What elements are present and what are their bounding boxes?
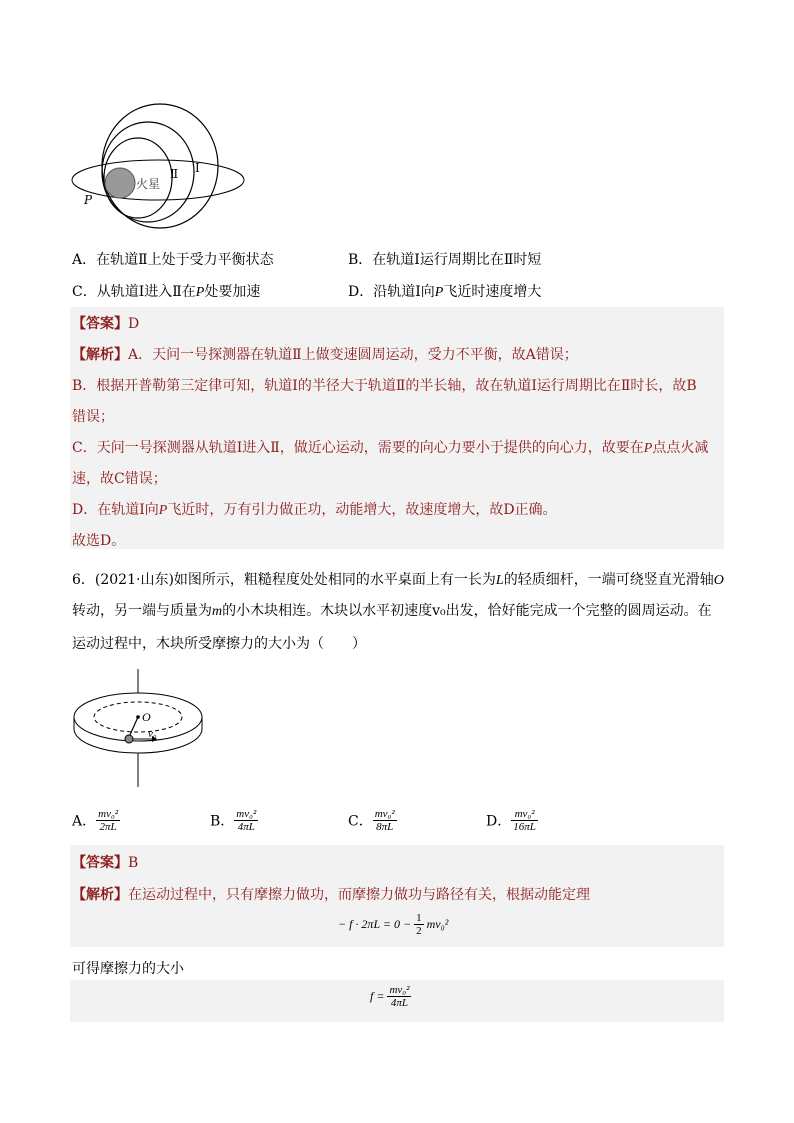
q5-answer: 【答案】D	[72, 316, 140, 332]
q5-conclusion: 故选D。	[72, 533, 126, 549]
q5-option-a: A．在轨道Ⅱ上处于受力平衡状态	[72, 252, 274, 268]
orbit-I-label: Ⅰ	[195, 161, 200, 175]
q6-stem-line2: 转动，另一端与质量为m的小木块相连。木块以水平初速度v₀出发，恰好能完成一个完整的圆周运动。在	[72, 603, 712, 619]
q6-option-c: C． $\frac{\text{mv₀²}}{8\pi L}$	[348, 808, 395, 834]
q6-equation-2: f = $\frac{\text{mv₀²}}{4\pi L}$	[370, 984, 410, 1010]
v0-label: v₀	[148, 728, 157, 740]
point-O-label: O	[142, 710, 151, 724]
q6-equation-1: − f · 2πL = 0 − $\frac{1}{2}$ mv₀²	[338, 912, 449, 938]
q5-analysis-d: D．在轨道Ⅰ向P飞近时，万有引力做正功，动能增大，故速度增大，故D正确。	[72, 502, 557, 518]
q6-analysis: 【解析】在运动过程中，只有摩擦力做功，而摩擦力做功与路径有关，根据动能定理	[72, 887, 590, 903]
q6-option-a: A． $\frac{\text{mv₀²}}{2\pi L}$	[72, 808, 119, 834]
mars-orbit-figure	[70, 100, 260, 230]
q6-answer: 【答案】B	[72, 855, 139, 871]
q5-option-d: D．沿轨道Ⅰ向P飞近时速度增大	[348, 284, 542, 300]
q5-analysis-c-cont: 速，故C错误；	[72, 471, 167, 487]
mars-label: 火星	[136, 177, 161, 191]
q5-analysis-b: B．根据开普勒第三定律可知，轨道Ⅰ的半径大于轨道Ⅱ的半长轴，故在轨道Ⅰ运行周期比在Ⅱ时长，故B	[72, 378, 697, 394]
q5-analysis-a: 【解析】A．天问一号探测器在轨道Ⅱ上做变速圆周运动，受力不平衡，故A错误；	[72, 347, 578, 363]
point-P-label: P	[84, 193, 93, 207]
orbit-I-ellipse	[102, 104, 218, 228]
orbit-II-label: Ⅱ	[170, 167, 179, 181]
wood-block	[125, 735, 133, 743]
q6-analysis-cont: 可得摩擦力的大小	[72, 961, 184, 977]
q5-analysis-b-cont: 错误；	[72, 409, 114, 425]
q5-analysis-c: C．天问一号探测器从轨道Ⅰ进入Ⅱ，做近心运动，需要的向心力要小于提供的向心力，故要在P点点火减	[72, 440, 709, 456]
q6-stem-line3: 运动过程中，木块所受摩擦力的大小为（ ）	[72, 636, 366, 652]
q5-option-c: C．从轨道Ⅰ进入Ⅱ在P处要加速	[72, 284, 261, 300]
q6-stem-line1: 6．(2021·山东)如图所示，粗糙程度处处相同的水平桌面上有一长为L的轻质细杆，一端可绕竖直光滑轴O	[72, 572, 724, 588]
axis-point	[136, 715, 140, 719]
q6-option-d: D． $\frac{\text{mv₀²}}{16\pi L}$	[486, 808, 536, 834]
rotating-table-figure	[70, 665, 210, 790]
q6-option-b: B． $\frac{\text{mv₀²}}{4\pi L}$	[210, 808, 257, 834]
mars-planet	[105, 168, 135, 198]
q5-option-b: B．在轨道Ⅰ运行周期比在Ⅱ时短	[348, 252, 542, 268]
